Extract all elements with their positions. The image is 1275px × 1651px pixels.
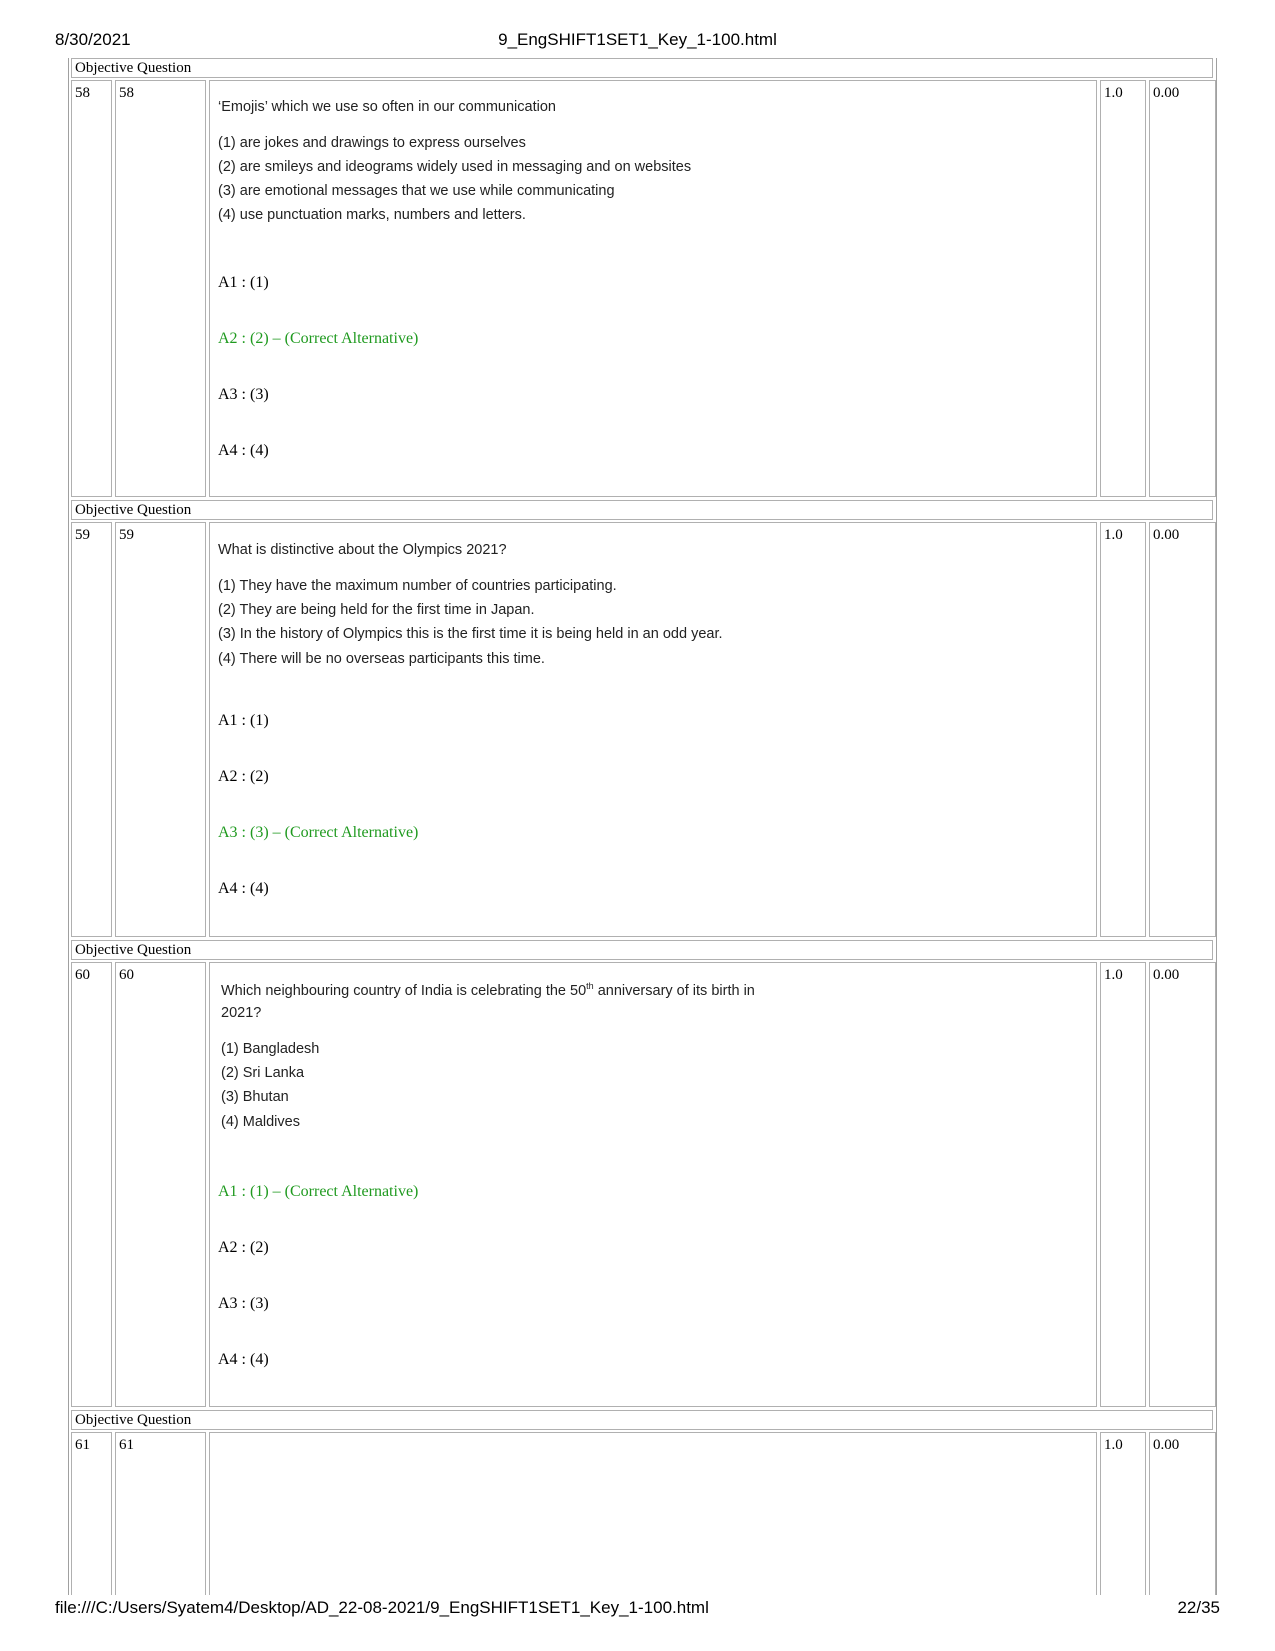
answer-alternative: A4 : (4) (218, 880, 269, 897)
question-type-label: Objective Question (71, 500, 1213, 520)
question-option: (4) There will be no overseas participants this time. (218, 651, 545, 667)
serial-number: 58 (71, 80, 112, 497)
page-footer-url[interactable]: file:///C:/Users/Syatem4/Desktop/AD_22-08-2021/9_EngSHIFT1SET1_Key_1-100.html (55, 1598, 709, 1617)
question-option: (4) use punctuation marks, numbers and letters. (218, 207, 526, 223)
table-right-border (1216, 58, 1217, 1595)
question-option: (3) are emotional messages that we use while communicating (218, 183, 615, 199)
serial-number: 60 (71, 962, 112, 1407)
serial-number: 59 (71, 522, 112, 937)
marks-value: 1.0 (1100, 522, 1146, 937)
question-stem-continued: 2021? (221, 1005, 262, 1021)
page-footer-page-number: 22/35 (1177, 1598, 1220, 1617)
question-option: (1) They have the maximum number of countries participating. (218, 578, 617, 594)
marks-value: 1.0 (1100, 1432, 1146, 1595)
question-option: (2) are smileys and ideograms widely used in messaging and on websites (218, 159, 692, 175)
question-stem-superscript: th (586, 981, 594, 991)
negative-marks-value: 0.00 (1149, 522, 1216, 937)
page-header-date: 8/30/2021 (55, 30, 131, 49)
question-option: (3) In the history of Olympics this is the first time it is being held in an odd year. (218, 626, 723, 642)
answer-alternative: A1 : (1) (218, 712, 269, 729)
question-stem-part: Which neighbouring country of India is celebrating the 50 (221, 982, 587, 999)
answer-alternative: A1 : (1) (218, 274, 269, 291)
answer-alternative: A2 : (2) (218, 768, 269, 785)
question-option: (2) They are being held for the first time in Japan. (218, 602, 535, 618)
question-number: 60 (115, 962, 206, 1407)
question-option: (2) Sri Lanka (221, 1065, 305, 1081)
question-type-label: Objective Question (71, 1410, 1213, 1430)
answer-alternative-correct: A3 : (3) – (Correct Alternative) (218, 824, 419, 841)
marks-value: 1.0 (1100, 962, 1146, 1407)
question-option: (1) are jokes and drawings to express ourselves (218, 135, 526, 151)
serial-number: 61 (71, 1432, 112, 1595)
question-type-label: Objective Question (71, 58, 1213, 78)
question-number: 61 (115, 1432, 206, 1595)
answer-alternative: A4 : (4) (218, 1351, 269, 1368)
question-option: (1) Bangladesh (221, 1041, 320, 1057)
question-option: (4) Maldives (221, 1114, 300, 1130)
negative-marks-value: 0.00 (1149, 80, 1216, 497)
table-left-border (68, 58, 69, 1595)
answer-alternative-correct: A2 : (2) – (Correct Alternative) (218, 330, 419, 347)
question-type-label: Objective Question (71, 940, 1213, 960)
answer-alternative: A4 : (4) (218, 442, 269, 459)
answer-alternative: A3 : (3) (218, 1295, 269, 1312)
marks-value: 1.0 (1100, 80, 1146, 497)
answer-alternative-correct: A1 : (1) – (Correct Alternative) (218, 1183, 419, 1200)
question-number: 58 (115, 80, 206, 497)
answer-alternative: A3 : (3) (218, 386, 269, 403)
question-stem: ‘Emojis’ which we use so often in our communication (218, 99, 556, 115)
negative-marks-value: 0.00 (1149, 1432, 1216, 1595)
question-body (209, 962, 1097, 1407)
question-option: (3) Bhutan (221, 1089, 289, 1105)
negative-marks-value: 0.00 (1149, 962, 1216, 1407)
question-body (209, 1432, 1097, 1595)
page-header-title: 9_EngSHIFT1SET1_Key_1-100.html (498, 30, 777, 49)
answer-alternative: A2 : (2) (218, 1239, 269, 1256)
question-body (209, 522, 1097, 937)
question-stem-part: anniversary of its birth in (593, 982, 755, 999)
question-number: 59 (115, 522, 206, 937)
question-stem: What is distinctive about the Olympics 2021? (218, 542, 507, 558)
question-stem (221, 981, 755, 999)
question-body (209, 80, 1097, 497)
